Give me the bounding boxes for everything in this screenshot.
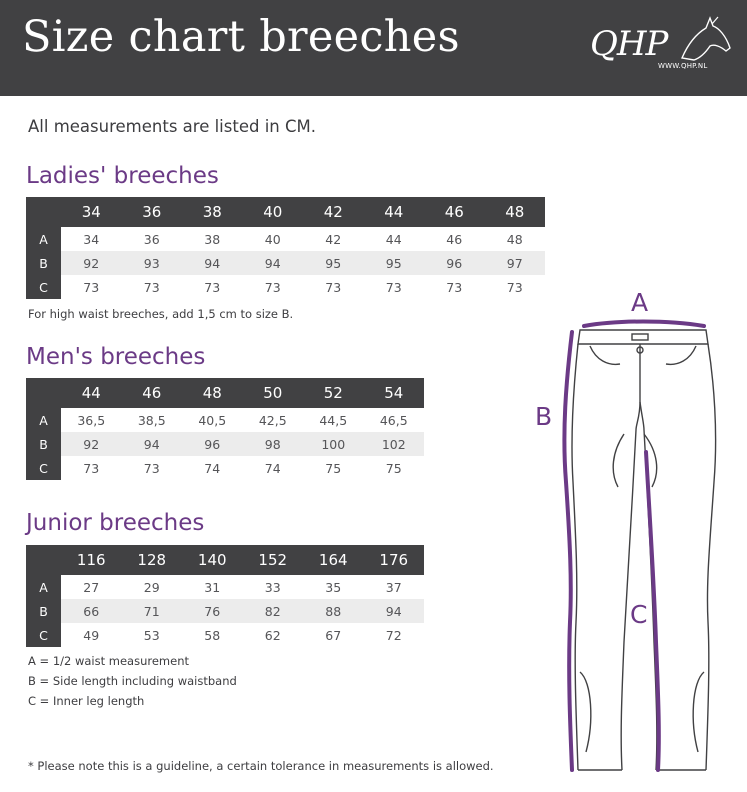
table-cell: 95 (303, 251, 364, 275)
size-header: 140 (182, 545, 243, 575)
disclaimer: * Please note this is a guideline, a certain tolerance in measurements is allowed. (28, 759, 494, 773)
table-cell: 73 (143, 279, 160, 295)
breeches-illustration (528, 282, 738, 782)
table-cell: 67 (325, 627, 342, 643)
table-cell: 36 (143, 231, 160, 247)
table-corner (26, 197, 61, 227)
table-cell: 97 (485, 251, 546, 275)
row-label: A (26, 575, 61, 599)
table-row (26, 575, 424, 599)
table-cell: 49 (83, 627, 100, 643)
logo-text: QHP (590, 24, 668, 64)
table-cell: 46 (446, 231, 463, 247)
men-size-table (26, 378, 424, 480)
row-label: B (26, 599, 61, 623)
row-label: C (26, 456, 61, 480)
table-row (26, 251, 545, 275)
page-title: Size chart breeches (22, 12, 460, 62)
high-waist-note: For high waist breeches, add 1,5 cm to size B. (28, 307, 294, 321)
table-cell: 42,5 (258, 412, 287, 428)
header-banner (0, 0, 747, 96)
table-cell: 73 (83, 279, 100, 295)
table-cell: 82 (243, 599, 304, 623)
table-header-row (26, 378, 424, 408)
men-title: Men's breeches (26, 344, 206, 370)
table-cell: 37 (385, 579, 402, 595)
row-label: B (26, 432, 61, 456)
breeches-drawing (528, 282, 738, 782)
table-header-row (26, 197, 545, 227)
size-header: 48 (182, 378, 243, 408)
table-cell: 73 (325, 279, 342, 295)
table-cell: 94 (122, 432, 183, 456)
table-cell: 102 (364, 432, 425, 456)
table-cell: 44 (385, 231, 402, 247)
legend-a: A = 1/2 waist measurement (28, 654, 190, 668)
label-c: C (630, 600, 648, 629)
table-cell: 93 (122, 251, 183, 275)
table-header-row (26, 545, 424, 575)
size-header: 176 (364, 545, 425, 575)
table-cell: 53 (143, 627, 160, 643)
table-cell: 33 (264, 579, 281, 595)
table-cell: 29 (143, 579, 160, 595)
table-cell: 31 (204, 579, 221, 595)
table-cell: 88 (303, 599, 364, 623)
table-cell: 94 (243, 251, 304, 275)
table-cell: 40,5 (198, 412, 227, 428)
table-row (26, 599, 424, 623)
table-cell: 76 (182, 599, 243, 623)
ladies-size-table (26, 197, 545, 299)
size-header: 152 (243, 545, 304, 575)
table-cell: 96 (182, 432, 243, 456)
junior-title: Junior breeches (26, 510, 205, 536)
size-header: 46 (122, 378, 183, 408)
table-cell: 100 (303, 432, 364, 456)
table-cell: 73 (385, 279, 402, 295)
legend-b: B = Side length including waistband (28, 674, 237, 688)
table-cell: 92 (61, 432, 122, 456)
logo-url: WWW.QHP.NL (658, 62, 708, 70)
table-cell: 27 (83, 579, 100, 595)
table-cell: 58 (204, 627, 221, 643)
table-row (26, 623, 424, 647)
qhp-logo (586, 14, 736, 76)
size-header: 48 (485, 197, 546, 227)
legend-c: C = Inner leg length (28, 694, 145, 708)
table-cell: 48 (506, 231, 523, 247)
table-cell: 35 (325, 579, 342, 595)
table-cell: 95 (364, 251, 425, 275)
label-a: A (631, 288, 649, 317)
size-header: 44 (61, 378, 122, 408)
table-cell: 71 (122, 599, 183, 623)
table-cell: 72 (385, 627, 402, 643)
size-header: 54 (364, 378, 425, 408)
table-cell: 73 (143, 460, 160, 476)
table-cell: 92 (61, 251, 122, 275)
table-corner (26, 378, 61, 408)
size-header: 44 (364, 197, 425, 227)
table-cell: 74 (204, 460, 221, 476)
size-header: 164 (303, 545, 364, 575)
intro-text: All measurements are listed in CM. (28, 117, 316, 136)
ladies-title: Ladies' breeches (26, 163, 219, 189)
table-row (26, 227, 545, 251)
table-cell: 38,5 (137, 412, 166, 428)
table-cell: 94 (364, 599, 425, 623)
table-cell: 94 (182, 251, 243, 275)
size-header: 36 (122, 197, 183, 227)
table-cell: 73 (83, 460, 100, 476)
size-header: 38 (182, 197, 243, 227)
table-cell: 96 (424, 251, 485, 275)
table-cell: 40 (264, 231, 281, 247)
junior-size-table (26, 545, 424, 647)
size-header: 128 (122, 545, 183, 575)
size-header: 40 (243, 197, 304, 227)
row-label: C (26, 275, 61, 299)
table-cell: 75 (325, 460, 342, 476)
table-cell: 62 (264, 627, 281, 643)
table-cell: 34 (83, 231, 100, 247)
table-cell: 98 (243, 432, 304, 456)
size-header: 50 (243, 378, 304, 408)
table-cell: 44,5 (319, 412, 348, 428)
table-cell: 38 (204, 231, 221, 247)
size-header: 34 (61, 197, 122, 227)
table-cell: 74 (264, 460, 281, 476)
label-b: B (535, 402, 553, 431)
size-header: 52 (303, 378, 364, 408)
table-row (26, 275, 545, 299)
table-cell: 46,5 (379, 412, 408, 428)
table-cell: 66 (61, 599, 122, 623)
row-label: A (26, 408, 61, 432)
table-row (26, 408, 424, 432)
table-cell: 73 (446, 279, 463, 295)
table-cell: 73 (506, 279, 523, 295)
row-label: B (26, 251, 61, 275)
table-row (26, 456, 424, 480)
size-header: 116 (61, 545, 122, 575)
table-cell: 42 (325, 231, 342, 247)
table-cell: 36,5 (77, 412, 106, 428)
size-header: 42 (303, 197, 364, 227)
table-cell: 75 (385, 460, 402, 476)
table-cell: 73 (264, 279, 281, 295)
row-label: A (26, 227, 61, 251)
size-header: 46 (424, 197, 485, 227)
row-label: C (26, 623, 61, 647)
table-row (26, 432, 424, 456)
table-cell: 73 (204, 279, 221, 295)
table-corner (26, 545, 61, 575)
